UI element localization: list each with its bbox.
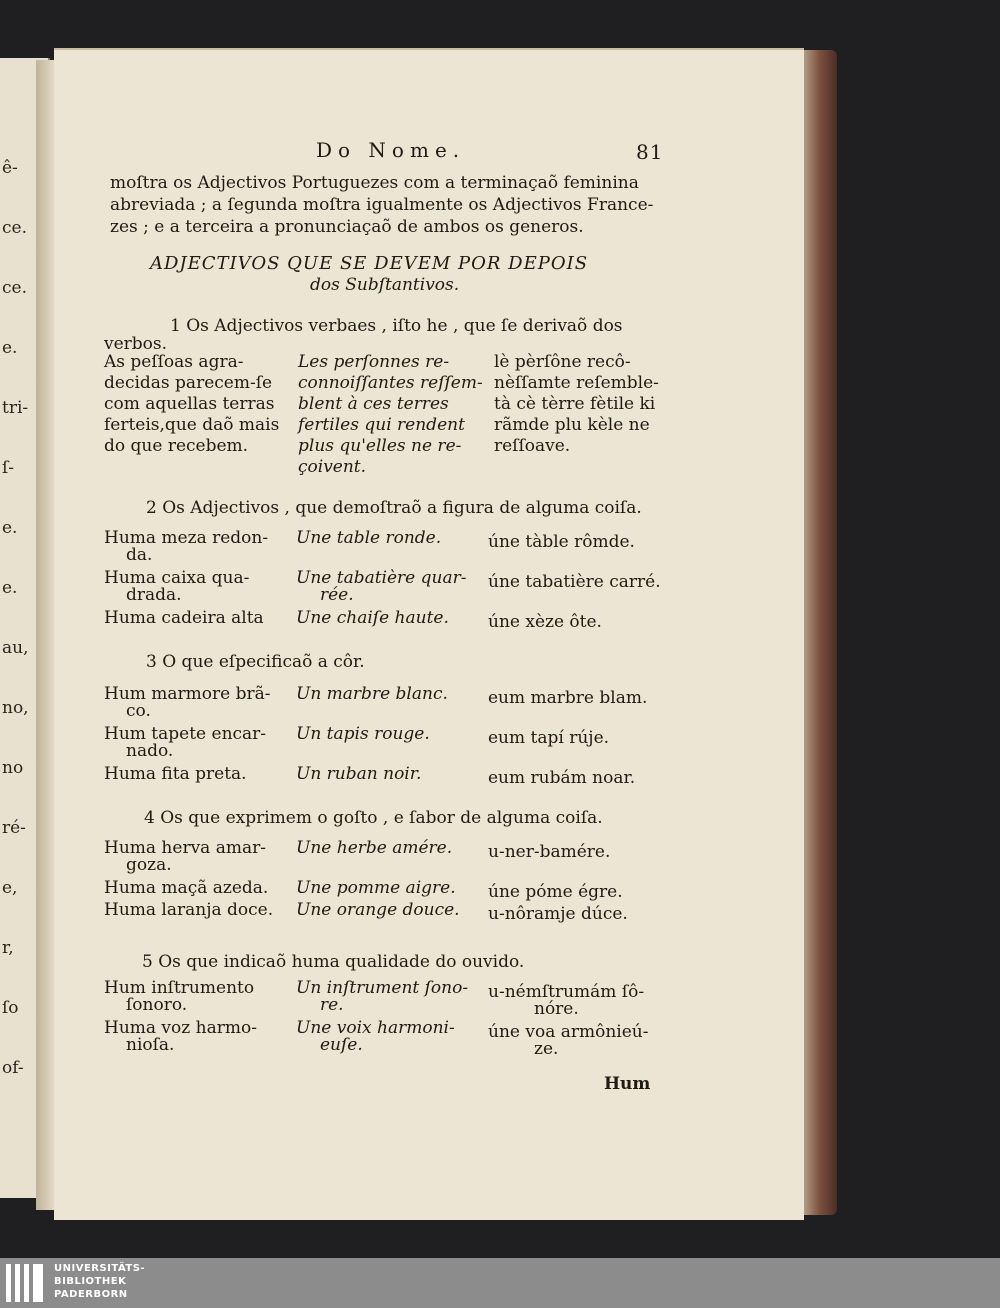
example-portuguese-line: nado.	[126, 741, 174, 761]
example-french-line: fertiles qui rendent	[298, 415, 465, 435]
example-portuguese-line: ferteis,que daõ mais	[104, 415, 280, 435]
example-portuguese-line: Huma herva amar-	[104, 838, 266, 858]
left-page-fragment: e.	[2, 338, 18, 358]
example-pronunciation-line: úne póme égre.	[488, 882, 623, 902]
example-portuguese-line: Huma fita preta.	[104, 764, 247, 784]
example-french-line: Un inſtrument ſono-	[296, 978, 469, 998]
section-subheading: dos Subſtantivos.	[310, 275, 460, 295]
rule-heading: verbos.	[104, 334, 168, 354]
page-number: 81	[636, 140, 664, 164]
rule-heading: 4 Os que exprimem o goſto , e ſabor de alguma coiſa.	[144, 808, 603, 828]
intro-line: zes ; e a terceira a pronunciaçaõ de ambos os generos.	[110, 217, 584, 237]
example-french-line: Une chaiſe haute.	[296, 608, 449, 628]
example-french-line: euſe.	[320, 1035, 363, 1055]
library-logo-text: UNIVERSITÄTS- BIBLIOTHEK PADERBORN	[54, 1263, 146, 1300]
left-page-fragment: ê-	[2, 158, 18, 178]
example-portuguese-line: da.	[126, 545, 153, 565]
example-french-line: Une pomme aigre.	[296, 878, 456, 898]
example-pronunciation-line: eum rubám noar.	[488, 768, 636, 788]
example-french-line: connoiſſantes reſſem-	[298, 373, 483, 393]
example-portuguese-line: Huma cadeira alta	[104, 608, 264, 628]
intro-line: abreviada ; a ſegunda moſtra igualmente os Adjectivos France-	[110, 195, 654, 215]
example-french-line: rée.	[320, 585, 354, 605]
example-portuguese-line: decidas parecem-ſe	[104, 373, 273, 393]
left-page-fragment: e.	[2, 578, 18, 598]
example-french-line: Une tabatière quar-	[296, 568, 467, 588]
example-french-line: çoivent.	[298, 457, 367, 477]
example-portuguese-line: drada.	[126, 585, 182, 605]
left-page-fragment: ré-	[2, 818, 26, 838]
example-french-line: Une orange douce.	[296, 900, 460, 920]
example-portuguese-line: nioſa.	[126, 1035, 175, 1055]
example-portuguese-line: As peſſoas agra-	[104, 352, 244, 372]
left-page-fragment: e,	[2, 878, 18, 898]
library-logo-icon	[6, 1264, 46, 1302]
left-page-fragment: tri-	[2, 398, 29, 418]
example-pronunciation-line: rãmde plu kèle ne	[494, 415, 650, 435]
rule-heading: 2 Os Adjectivos , que demoſtraõ a figura de alguma coiſa.	[146, 498, 642, 518]
example-portuguese-line: Hum tapete encar-	[104, 724, 267, 744]
example-pronunciation-line: úne xèze ôte.	[488, 612, 602, 632]
example-french-line: blent à ces terres	[298, 394, 449, 414]
example-portuguese-line: Hum inſtrumento	[104, 978, 255, 998]
example-portuguese-line: Huma voz harmo-	[104, 1018, 257, 1038]
example-pronunciation-line: ze.	[534, 1039, 559, 1059]
example-french-line: Une herbe amére.	[296, 838, 453, 858]
example-french-line: Un marbre blanc.	[296, 684, 448, 704]
example-pronunciation-line: lè pèrſône recô-	[494, 352, 631, 372]
left-page-fragment: no	[2, 758, 24, 778]
intro-line: moſtra os Adjectivos Portuguezes com a terminaçaõ feminina	[110, 173, 639, 193]
catchword: Hum	[604, 1074, 651, 1094]
book-page	[54, 48, 804, 1220]
example-pronunciation-line: u-nôramje dúce.	[488, 904, 628, 924]
rule-heading: 5 Os que indicaõ huma qualidade do ouvido.	[142, 952, 525, 972]
example-portuguese-line: Huma maçã azeda.	[104, 878, 269, 898]
example-portuguese-line: co.	[126, 701, 151, 721]
example-pronunciation-line: úne tàble rômde.	[488, 532, 635, 552]
library-footer	[0, 1258, 1000, 1308]
example-portuguese-line: goza.	[126, 855, 172, 875]
left-page-fragment: ce.	[2, 218, 27, 238]
example-pronunciation-line: eum tapí rúje.	[488, 728, 610, 748]
left-page-fragment: ſ-	[2, 458, 15, 478]
example-portuguese-line: Huma laranja doce.	[104, 900, 274, 920]
example-portuguese-line: Hum marmore brã-	[104, 684, 271, 704]
example-french-line: Les perſonnes re-	[298, 352, 450, 372]
section-heading: ADJECTIVOS QUE SE DEVEM POR DEPOIS	[150, 253, 589, 274]
example-portuguese-line: do que recebem.	[104, 436, 249, 456]
left-page-fragment: of-	[2, 1058, 24, 1078]
left-page-fragment: ſo	[2, 998, 19, 1018]
example-pronunciation-line: nèſſamte reſemble-	[494, 373, 659, 393]
example-portuguese-line: Huma caixa qua-	[104, 568, 250, 588]
example-pronunciation-line: tà cè tèrre fètile ki	[494, 394, 656, 414]
left-page-fragment: no,	[2, 698, 29, 718]
rule-heading: 1 Os Adjectivos verbaes , iſto he , que ſe derivaõ dos	[170, 316, 623, 336]
example-french-line: Un tapis rouge.	[296, 724, 430, 744]
example-portuguese-line: ſonoro.	[126, 995, 188, 1015]
left-page-fragment: au,	[2, 638, 29, 658]
example-pronunciation-line: reſſoave.	[494, 436, 571, 456]
example-pronunciation-line: úne voa armônieú-	[488, 1022, 649, 1042]
running-head: Do Nome.	[316, 138, 466, 162]
example-portuguese-line: Huma meza redon-	[104, 528, 269, 548]
example-portuguese-line: com aquellas terras	[104, 394, 275, 414]
left-page-fragment: r,	[2, 938, 14, 958]
example-pronunciation-line: u-ner-bamére.	[488, 842, 611, 862]
left-page-fragment: ce.	[2, 278, 27, 298]
example-french-line: Une table ronde.	[296, 528, 442, 548]
example-pronunciation-line: eum marbre blam.	[488, 688, 648, 708]
example-french-line: Un ruban noir.	[296, 764, 422, 784]
example-french-line: Une voix harmoni-	[296, 1018, 455, 1038]
example-french-line: plus qu'elles ne re-	[298, 436, 462, 456]
left-page-fragment: e.	[2, 518, 18, 538]
example-french-line: re.	[320, 995, 344, 1015]
example-pronunciation-line: nóre.	[534, 999, 579, 1019]
example-pronunciation-line: úne tabatière carré.	[488, 572, 661, 592]
rule-heading: 3 O que eſpecificaõ a côr.	[146, 652, 365, 672]
example-pronunciation-line: u-némſtrumám ſô-	[488, 982, 645, 1002]
